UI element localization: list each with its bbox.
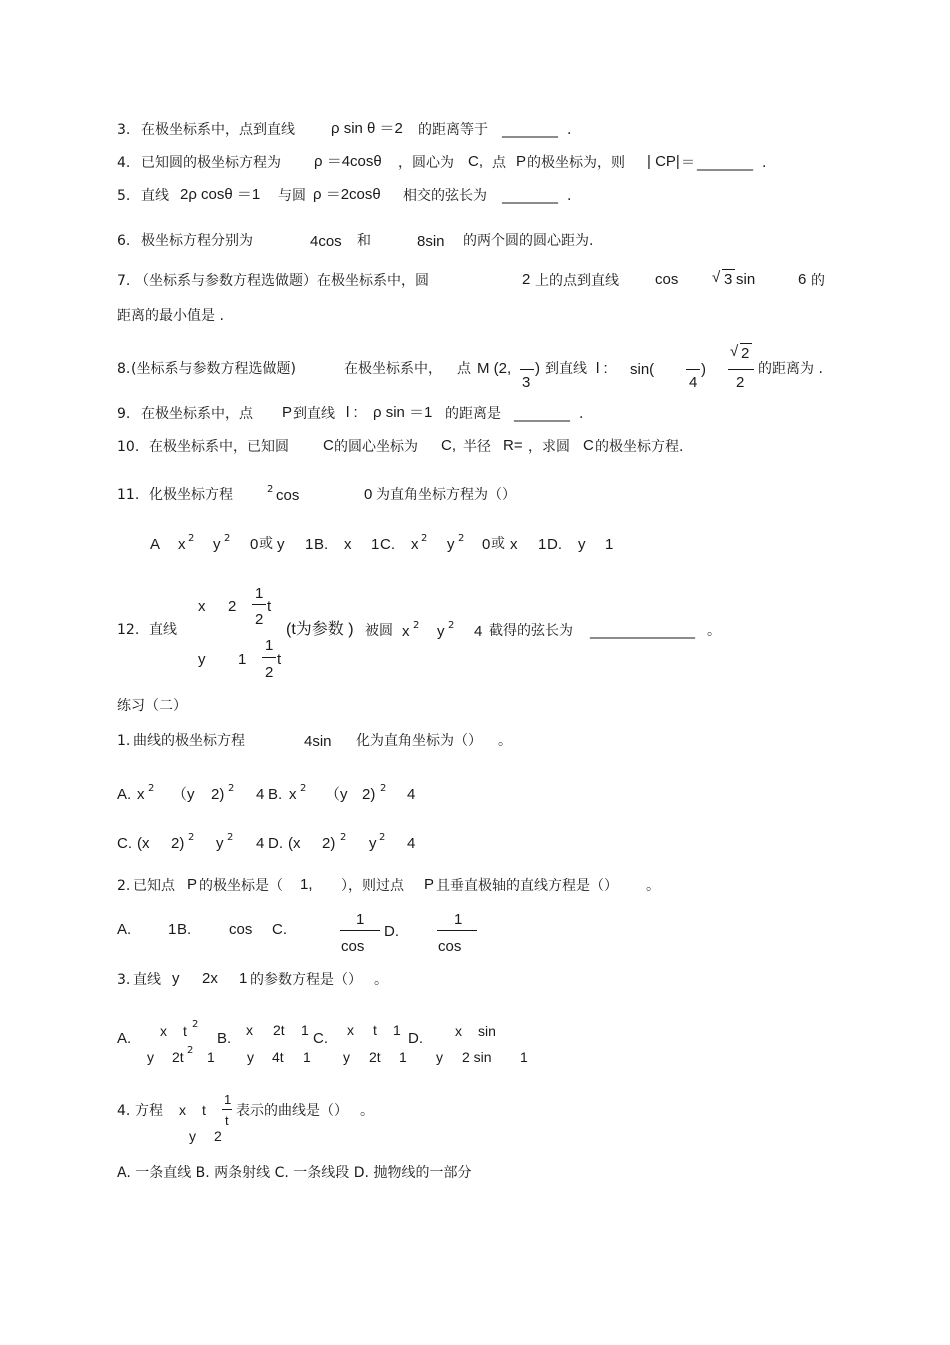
problem-7-root: 3 xyxy=(724,271,733,288)
problem-3-period: . xyxy=(567,122,572,138)
question-1-d-x: (x xyxy=(288,835,301,852)
problem-11-d-one: 1 xyxy=(605,536,614,553)
problem-11-option-b-label: B. xyxy=(314,536,329,553)
problem-7-text-3: 的 xyxy=(811,273,825,289)
problem-12-number: 12. xyxy=(117,622,140,638)
question-1-a-x: x xyxy=(137,786,145,803)
question-3-b-1: 1 xyxy=(301,1022,309,1038)
problem-8-m-close: ) xyxy=(535,360,540,377)
question-3-c-1: 1 xyxy=(393,1022,401,1038)
question-4-y: y xyxy=(189,1128,196,1144)
question-3-number: 3. xyxy=(117,972,131,988)
question-2-c-denominator: cos xyxy=(341,938,365,955)
question-2-p: P xyxy=(187,876,198,893)
question-3-d-y: y xyxy=(436,1049,443,1065)
problem-5-blank: ________ xyxy=(502,188,558,204)
problem-12-t-2: t xyxy=(277,651,282,668)
problem-12-end: 。 xyxy=(707,623,721,639)
problem-4-number: 4. xyxy=(117,155,131,171)
problem-11-a-zero: 0 xyxy=(250,536,259,553)
superscript: 2 xyxy=(458,533,465,544)
question-2-a-label: A. xyxy=(117,921,132,938)
question-3-d-sin: sin xyxy=(478,1023,496,1039)
problem-11-option-d-label: D. xyxy=(547,536,562,553)
question-1-c-y: y xyxy=(216,835,224,852)
question-4-number: 4. xyxy=(117,1103,131,1119)
question-2-b-value: cos xyxy=(229,921,253,938)
superscript: 2 xyxy=(192,1019,199,1030)
question-2-c-numerator: 1 xyxy=(356,911,365,928)
problem-8-denominator-4: 4 xyxy=(689,374,698,391)
problem-11-c-zero: 0 xyxy=(482,536,491,553)
question-1-c-four: 4 xyxy=(256,835,265,852)
question-1-c-x: (x xyxy=(137,835,150,852)
problem-11-cos: cos xyxy=(276,487,300,504)
question-1-b-label: B. xyxy=(268,786,283,803)
problem-7-six: 6 xyxy=(798,271,807,288)
problem-9-p: P xyxy=(282,404,293,421)
superscript: 2 xyxy=(188,533,195,544)
superscript: 2 xyxy=(413,620,420,631)
problem-5-text-3: 相交的弦长为 xyxy=(403,188,487,204)
problem-11-zero: 0 xyxy=(364,486,373,503)
problem-10-r: R= xyxy=(503,437,523,454)
problem-5-expression-2: ρ ＝2cosθ xyxy=(313,186,381,203)
question-1-number: 1. xyxy=(117,733,131,749)
problem-9-line-l: l : xyxy=(346,404,358,421)
problem-6-text: 极坐标方程分别为 xyxy=(141,233,253,249)
question-3-a-label: A. xyxy=(117,1030,132,1047)
problem-9-blank: ________ xyxy=(514,406,570,422)
problem-4-text: 已知圆的极坐标方程为 xyxy=(141,155,281,171)
problem-8-text-2: 在极坐标系中， xyxy=(344,361,442,377)
problem-4-blank: ________ xyxy=(697,155,753,171)
problem-11-option-a-label: A xyxy=(150,536,161,553)
question-4-text-2: 表示的曲线是（） xyxy=(236,1103,348,1119)
question-3-b-x: x xyxy=(246,1022,253,1038)
question-3-d-2sin: 2 sin xyxy=(462,1049,492,1065)
problem-12-parameter: (t为参数 ) xyxy=(286,621,354,638)
problem-8-text-5: 的距离为 . xyxy=(758,361,823,377)
problem-11-text-2: 为直角坐标方程为（） xyxy=(376,487,516,503)
problem-11-superscript: 2 xyxy=(267,484,274,495)
question-4-numerator: 1 xyxy=(224,1092,232,1107)
question-3-b-1-2: 1 xyxy=(303,1049,311,1065)
problem-11-a-or: 或 xyxy=(259,536,273,552)
problem-4-equals: ＝ xyxy=(681,155,695,171)
question-3-c-label: C. xyxy=(313,1030,328,1047)
fraction-bar xyxy=(686,369,700,370)
question-3-c-y: y xyxy=(343,1049,350,1065)
problem-4-text-2: ，圆心为 xyxy=(398,155,454,171)
question-2-d-denominator: cos xyxy=(438,938,462,955)
superscript: 2 xyxy=(379,832,386,843)
problem-8-sin: sin( xyxy=(630,361,655,378)
sqrt-bar xyxy=(740,343,752,344)
problem-10-c-2: C, xyxy=(441,437,456,454)
question-1-d-two: 2) xyxy=(322,835,336,852)
superscript: 2 xyxy=(300,783,307,794)
superscript: 2 xyxy=(421,533,428,544)
question-3-a-y: y xyxy=(147,1049,154,1065)
question-2-text-2: 的极坐标是（ xyxy=(199,878,283,894)
problem-10-text-4: ，求圆 xyxy=(528,439,570,455)
question-3-a-2t: 2t xyxy=(172,1049,184,1065)
problem-9-text: 在极坐标系中，点 xyxy=(141,406,253,422)
problem-11-a-x: x xyxy=(178,536,186,553)
problem-12-text: 直线 xyxy=(149,622,177,638)
question-1-b-two: 2) xyxy=(362,786,376,803)
superscript: 2 xyxy=(380,783,387,794)
problem-10-text-3: 半径 xyxy=(463,439,491,455)
problem-11-c-one: 1 xyxy=(538,536,547,553)
problem-11-number: 11. xyxy=(117,487,140,503)
question-4-text: 方程 xyxy=(135,1103,163,1119)
problem-7-radius: 2 xyxy=(522,271,531,288)
problem-9-text-3: 的距离是 xyxy=(445,406,501,422)
question-1-a-four: 4 xyxy=(256,786,265,803)
problem-12-one-b: 1 xyxy=(238,651,247,668)
question-3-d-1: 1 xyxy=(520,1049,528,1065)
question-1-c-two: 2) xyxy=(171,835,185,852)
problem-3-text: 在极坐标系中，点到直线 xyxy=(141,122,295,138)
problem-10-c-3: C xyxy=(583,437,594,454)
fraction-bar xyxy=(340,930,380,931)
problem-3-number: 3. xyxy=(117,122,131,138)
question-1-d-y: y xyxy=(369,835,377,852)
fraction-bar xyxy=(262,657,276,658)
question-3-b-label: B. xyxy=(217,1030,232,1047)
problem-3-expression: ρ sin θ ＝2 xyxy=(331,120,403,137)
fraction-bar xyxy=(520,369,534,370)
problem-9-expression: ρ sin ＝1 xyxy=(373,404,433,421)
problem-11-text: 化极坐标方程 xyxy=(149,487,233,503)
question-1-a-y: （y xyxy=(172,786,195,803)
question-3-c-x: x xyxy=(347,1022,354,1038)
problem-12-denominator: 2 xyxy=(255,611,264,628)
problem-4-expression: ρ ＝4cosθ xyxy=(314,153,382,170)
question-3-d-label: D. xyxy=(408,1030,423,1047)
problem-12-text-2: 被圆 xyxy=(365,623,393,639)
problem-12-circle-x: x xyxy=(402,623,410,640)
question-4-t: t xyxy=(202,1102,206,1118)
problem-8-root: 2 xyxy=(741,345,750,362)
fraction-bar xyxy=(437,930,477,931)
question-3-text-2: 的参数方程是（） xyxy=(250,972,362,988)
fraction-bar xyxy=(728,369,754,370)
question-2-end: 。 xyxy=(646,878,660,894)
problem-8-number: 8. xyxy=(117,361,131,377)
question-3-b-y: y xyxy=(247,1049,254,1065)
problem-4-p: P xyxy=(516,153,527,170)
problem-6-expression-1: 4cos xyxy=(310,233,342,250)
question-3-c-t: t xyxy=(373,1022,377,1038)
question-3-b-2t: 2t xyxy=(273,1022,285,1038)
question-1-a-label: A. xyxy=(117,786,132,803)
question-3-a-x: x xyxy=(160,1023,167,1039)
problem-4-c: C, xyxy=(468,153,483,170)
question-3-y: y xyxy=(172,970,180,987)
problem-7-cos: cos xyxy=(655,271,679,288)
question-3-end: 。 xyxy=(374,972,388,988)
problem-8-point-m: M (2, xyxy=(477,360,512,377)
problem-8-line-l: l : xyxy=(596,360,608,377)
question-3-one: 1 xyxy=(239,970,248,987)
question-2-b-label: B. xyxy=(177,921,192,938)
problem-11-a-one: 1 xyxy=(305,536,314,553)
problem-12-y: y xyxy=(198,651,206,668)
problem-3-blank: ________ xyxy=(502,122,558,138)
question-4-two: 2 xyxy=(214,1128,222,1144)
question-2-one: 1, xyxy=(300,876,313,893)
superscript: 2 xyxy=(188,832,195,843)
problem-5-text-2: 与圆 xyxy=(278,188,306,204)
problem-11-c-or: 或 xyxy=(491,536,505,552)
problem-9-period: . xyxy=(579,406,584,422)
superscript: 2 xyxy=(148,783,155,794)
problem-12-text-3: 截得的弦长为 xyxy=(489,623,573,639)
problem-12-t: t xyxy=(267,598,272,615)
problem-6-expression-2: 8sin xyxy=(417,233,445,250)
question-3-2x: 2x xyxy=(202,970,218,987)
problem-11-b-x: x xyxy=(344,536,352,553)
superscript: 2 xyxy=(448,620,455,631)
problem-12-two: 2 xyxy=(228,598,237,615)
question-1-text-2: 化为直角坐标为（） xyxy=(356,733,482,749)
fraction-bar xyxy=(222,1109,232,1110)
problem-5-period: . xyxy=(567,188,572,204)
problem-8-denominator-2: 2 xyxy=(736,374,745,391)
question-2-d-numerator: 1 xyxy=(454,911,463,928)
question-3-text: 直线 xyxy=(133,972,161,988)
problem-5-expression-1: 2ρ cosθ ＝1 xyxy=(180,186,261,203)
question-2-p-2: P xyxy=(424,876,435,893)
problem-10-text: 在极坐标系中，已知圆 xyxy=(149,439,289,455)
problem-7-text: （坐标系与参数方程选做题）在极坐标系中，圆 xyxy=(135,273,429,289)
problem-8-text-4: 到直线 xyxy=(545,361,587,377)
question-1-c-label: C. xyxy=(117,835,132,852)
problem-12-numerator: 1 xyxy=(255,585,264,602)
problem-10-number: 10. xyxy=(117,439,140,455)
problem-11-a-y: y xyxy=(213,536,221,553)
question-4-options: A. 一条直线 B. 两条射线 C. 一条线段 D. 抛物线的一部分 xyxy=(117,1165,472,1181)
problem-8-text: (坐标系与参数方程选做题) xyxy=(131,361,296,377)
problem-4-text-4: 的极坐标为，则 xyxy=(527,155,625,171)
problem-8-close: ) xyxy=(701,361,706,378)
problem-11-a-y-2: y xyxy=(277,536,285,553)
problem-12-denominator-2: 2 xyxy=(265,664,274,681)
question-2-c-label: C. xyxy=(272,921,287,938)
sqrt-bar xyxy=(722,269,735,270)
question-3-c-2t: 2t xyxy=(369,1049,381,1065)
problem-8-m-denominator: 3 xyxy=(522,374,531,391)
question-4-x: x xyxy=(179,1102,186,1118)
problem-12-circle-y: y xyxy=(437,623,445,640)
fraction-bar xyxy=(252,604,266,605)
problem-5-number: 5. xyxy=(117,188,131,204)
problem-6-number: 6. xyxy=(117,233,131,249)
question-2-text-3: ），则过点 xyxy=(341,878,404,894)
problem-11-option-c-label: C. xyxy=(380,536,395,553)
problem-12-four: 4 xyxy=(474,623,483,640)
problem-12-x: x xyxy=(198,598,206,615)
question-4-denominator: t xyxy=(225,1113,229,1128)
superscript: 2 xyxy=(228,783,235,794)
problem-10-c: C xyxy=(323,437,334,454)
problem-4-text-3: 点 xyxy=(492,155,506,171)
question-2-a-value: 1 xyxy=(168,921,177,938)
superscript: 2 xyxy=(340,832,347,843)
problem-10-text-2: 的圆心坐标为 xyxy=(334,439,418,455)
question-2-text: 已知点 xyxy=(133,878,175,894)
question-3-a-1: 1 xyxy=(207,1049,215,1065)
problem-11-c-y: y xyxy=(447,536,455,553)
problem-6-text-2: 的两个圆的圆心距为. xyxy=(463,233,594,249)
problem-7-sin: sin xyxy=(736,271,756,288)
question-1-text: 曲线的极坐标方程 xyxy=(133,733,245,749)
question-1-a-two: 2) xyxy=(211,786,225,803)
problem-7-number: 7. xyxy=(117,273,131,289)
question-1-end: 。 xyxy=(498,733,512,749)
problem-7-line-2: 距离的最小值是 . xyxy=(117,308,224,324)
problem-10-text-5: 的极坐标方程. xyxy=(595,439,684,455)
problem-5-text: 直线 xyxy=(141,188,169,204)
question-1-d-four: 4 xyxy=(407,835,416,852)
problem-8-text-3: 点 xyxy=(457,361,471,377)
section-heading: 练习（二） xyxy=(117,698,187,714)
problem-4-cp: | CP| xyxy=(647,153,680,170)
question-2-number: 2. xyxy=(117,878,131,894)
question-2-text-4: 且垂直极轴的直线方程是（） xyxy=(436,878,618,894)
problem-12-blank: _______________ xyxy=(590,623,695,639)
problem-11-c-x: x xyxy=(411,536,419,553)
superscript: 2 xyxy=(227,832,234,843)
superscript: 2 xyxy=(187,1045,194,1056)
problem-6-and: 和 xyxy=(357,233,371,249)
problem-11-c-x-2: x xyxy=(510,536,518,553)
question-1-b-x: x xyxy=(289,786,297,803)
question-1-b-y: （y xyxy=(325,786,348,803)
question-1-d-label: D. xyxy=(268,835,283,852)
problem-9-text-2: 到直线 xyxy=(293,406,335,422)
problem-4-period: . xyxy=(762,155,767,171)
question-1-b-four: 4 xyxy=(407,786,416,803)
question-1-expression: 4sin xyxy=(304,733,332,750)
problem-12-numerator-2: 1 xyxy=(265,637,274,654)
sqrt-icon: √ xyxy=(712,269,721,286)
question-3-d-x: x xyxy=(455,1023,462,1039)
problem-7-text-2: 上的点到直线 xyxy=(535,273,619,289)
problem-11-d-y: y xyxy=(578,536,586,553)
question-3-b-4t: 4t xyxy=(272,1049,284,1065)
sqrt-icon: √ xyxy=(730,343,739,360)
problem-11-b-one: 1 xyxy=(371,536,380,553)
superscript: 2 xyxy=(224,533,231,544)
question-2-d-label: D. xyxy=(384,923,399,940)
problem-3-text-2: 的距离等于 xyxy=(418,122,488,138)
problem-9-number: 9. xyxy=(117,406,131,422)
question-3-a-t: t xyxy=(183,1023,187,1039)
question-3-c-1-2: 1 xyxy=(399,1049,407,1065)
question-4-end: 。 xyxy=(360,1103,374,1119)
